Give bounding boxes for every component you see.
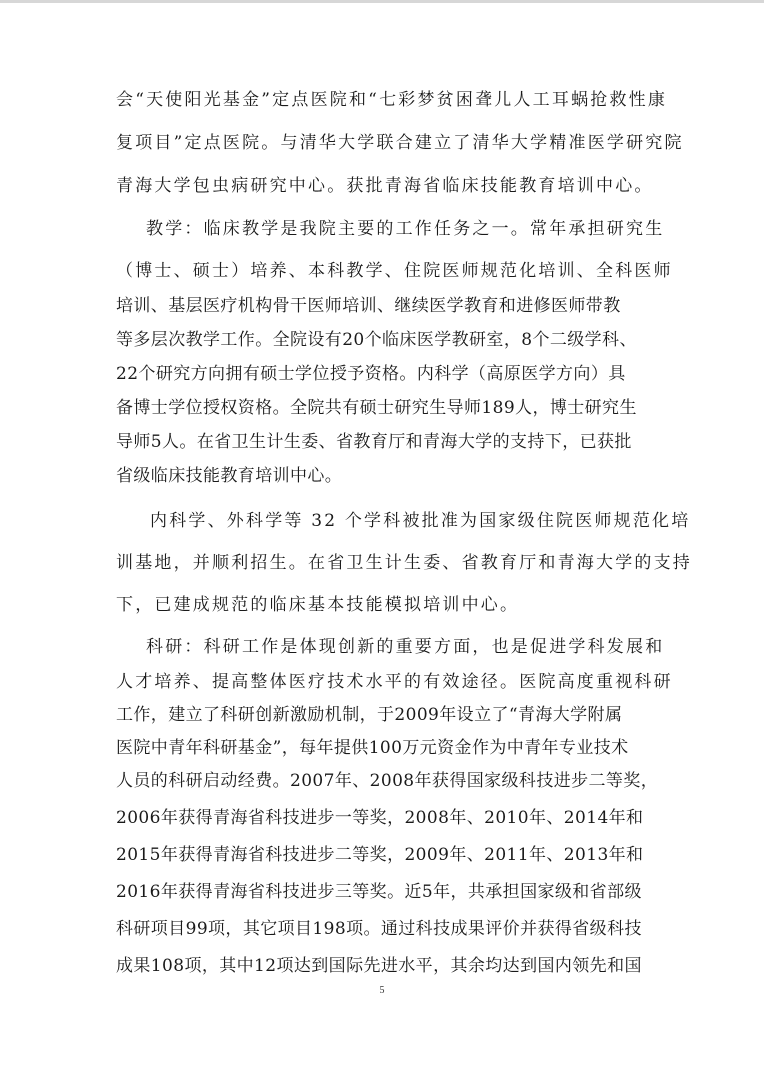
text-line: 2015年获得青海省科技进步二等奖，2009年、2011年、2013年和 xyxy=(116,845,644,865)
text-line: 训基地，并顺利招生。在省卫生计生委、省教育厅和青海大学的支持 xyxy=(116,553,692,573)
text-line: 青海大学包虫病研究中心。获批青海省临床技能教育培训中心。 xyxy=(116,176,654,196)
paragraph-research: 科研：科研工作是体现创新的重要方面，也是促进学科发展和 xyxy=(146,637,665,657)
text-line: 2016年获得青海省科技进步三等奖。近5年，共承担国家级和省部级 xyxy=(116,882,642,902)
text-line: 导师5人。在省卫生计生委、省教育厅和青海大学的支持下，已获批 xyxy=(116,432,632,452)
text-line: 下，已建成规范的临床基本技能模拟培训中心。 xyxy=(116,595,520,615)
text-line: 备博士学位授权资格。全院共有硕士研究生导师189人，博士研究生 xyxy=(116,398,637,418)
text-line: 等多层次教学工作。全院设有20个临床医学教研室，8个二级学科、 xyxy=(116,330,637,350)
text-line: 成果108项，其中12项达到国际先进水平，其余均达到国内领先和国 xyxy=(116,956,642,976)
text-line: 2006年获得青海省科技进步一等奖，2008年、2010年、2014年和 xyxy=(116,808,644,828)
text-line: 22个研究方向拥有硕士学位授予资格。内科学（高原医学方向）具 xyxy=(116,364,626,384)
page-top-edge xyxy=(0,0,764,3)
text-line: 工作，建立了科研创新激励机制，于2009年设立了“青海大学附属 xyxy=(116,705,623,725)
text-line: 省级临床技能教育培训中心。 xyxy=(116,466,343,486)
text-line: 复项目”定点医院。与清华大学联合建立了清华大学精准医学研究院 xyxy=(116,133,684,153)
text-line: （博士、硕士）培养、本科教学、住院医师规范化培训、全科医师 xyxy=(116,261,673,281)
text-line: 会“天使阳光基金”定点医院和“七彩梦贫困聋儿人工耳蜗抢救性康 xyxy=(116,90,668,110)
text-line: 医院中青年科研基金”，每年提供100万元资金作为中青年专业技术 xyxy=(116,738,629,758)
text-line: 科研项目99项，其它项目198项。通过科技成果评价并获得省级科技 xyxy=(116,919,642,939)
text-line: 人才培养、提高整体医疗技术水平的有效途径。医院高度重视科研 xyxy=(116,672,673,692)
paragraph-residency: 内科学、外科学等 32 个学科被批准为国家级住院医师规范化培 xyxy=(150,511,691,531)
text-line: 人员的科研启动经费。2007年、2008年获得国家级科技进步二等奖， xyxy=(116,771,659,791)
paragraph-teaching: 教学：临床教学是我院主要的工作任务之一。常年承担研究生 xyxy=(146,219,665,239)
page-number: 5 xyxy=(379,985,385,996)
text-line: 培训、基层医疗机构骨干医师培训、继续医学教育和进修医师带教 xyxy=(116,296,621,316)
